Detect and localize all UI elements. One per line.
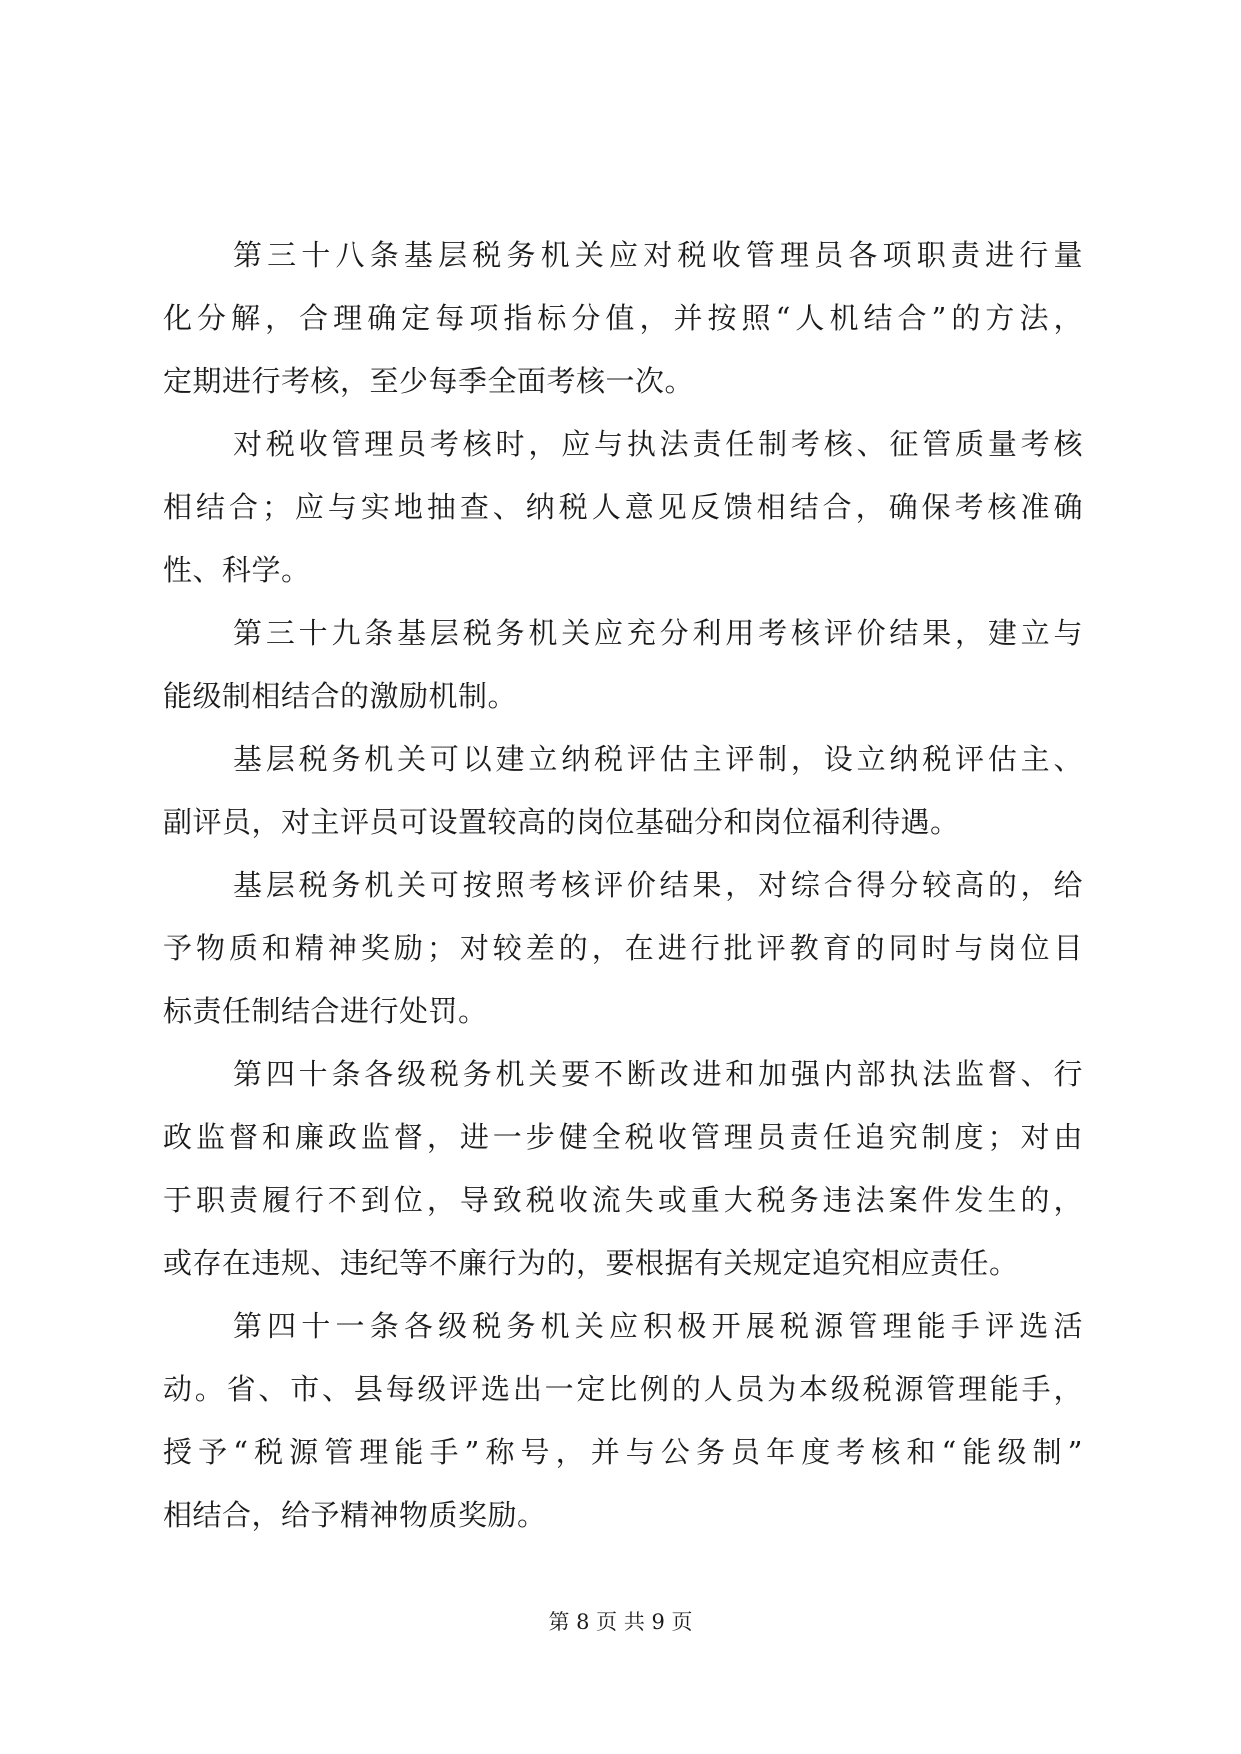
paragraph (163, 1043, 1083, 1295)
paragraph (163, 1295, 1083, 1547)
paragraph-line: 对税收管理员考核时，应与执法责任制考核、征管质量考核 (233, 427, 1083, 461)
paragraph-line: 基层税务机关可以建立纳税评估主评制，设立纳税评估主、 (233, 742, 1083, 776)
paragraph-line: 能级制相结合的激励机制。 (163, 679, 518, 713)
paragraph-line: 予物质和精神奖励；对较差的，在进行批评教育的同时与岗位目 (163, 931, 1083, 965)
page-footer: 第 8 页 共 9 页 (548, 1610, 693, 1634)
paragraph-line: 动。省、市、县每级评选出一定比例的人员为本级税源管理能手， (163, 1372, 1083, 1406)
paragraph (163, 728, 1083, 854)
paragraph-line: 副评员，对主评员可设置较高的岗位基础分和岗位福利待遇。 (163, 805, 960, 839)
paragraph-line: 第三十九条基层税务机关应充分利用考核评价结果，建立与 (233, 616, 1083, 650)
paragraph (163, 413, 1083, 602)
document-body (163, 224, 1083, 1547)
paragraph-line: 定期进行考核，至少每季全面考核一次。 (163, 364, 695, 398)
paragraph-line: 相结合，给予精神物质奖励。 (163, 1498, 547, 1532)
paragraph-line: 政监督和廉政监督，进一步健全税收管理员责任追究制度；对由 (163, 1120, 1083, 1154)
paragraph-line: 于职责履行不到位，导致税收流失或重大税务违法案件发生的， (163, 1183, 1083, 1217)
paragraph-line: 基层税务机关可按照考核评价结果，对综合得分较高的，给 (233, 868, 1083, 902)
paragraph (163, 224, 1083, 413)
paragraph-line: 第三十八条基层税务机关应对税收管理员各项职责进行量 (233, 238, 1083, 272)
paragraph-line: 第四十条各级税务机关要不断改进和加强内部执法监督、行 (233, 1057, 1083, 1091)
paragraph-line: 标责任制结合进行处罚。 (163, 994, 488, 1028)
paragraph (163, 854, 1083, 1043)
paragraph (163, 602, 1083, 728)
paragraph-line: 相结合；应与实地抽查、纳税人意见反馈相结合，确保考核准确 (163, 490, 1083, 524)
paragraph-line: 或存在违规、违纪等不廉行为的，要根据有关规定追究相应责任。 (163, 1246, 1019, 1280)
paragraph-line: 性、科学。 (163, 553, 311, 587)
paragraph-line: 第四十一条各级税务机关应积极开展税源管理能手评选活 (233, 1309, 1083, 1343)
paragraph-line: 化分解，合理确定每项指标分值，并按照“人机结合”的方法， (163, 301, 1083, 335)
paragraph-line: 授予“税源管理能手”称号，并与公务员年度考核和“能级制” (163, 1435, 1083, 1469)
